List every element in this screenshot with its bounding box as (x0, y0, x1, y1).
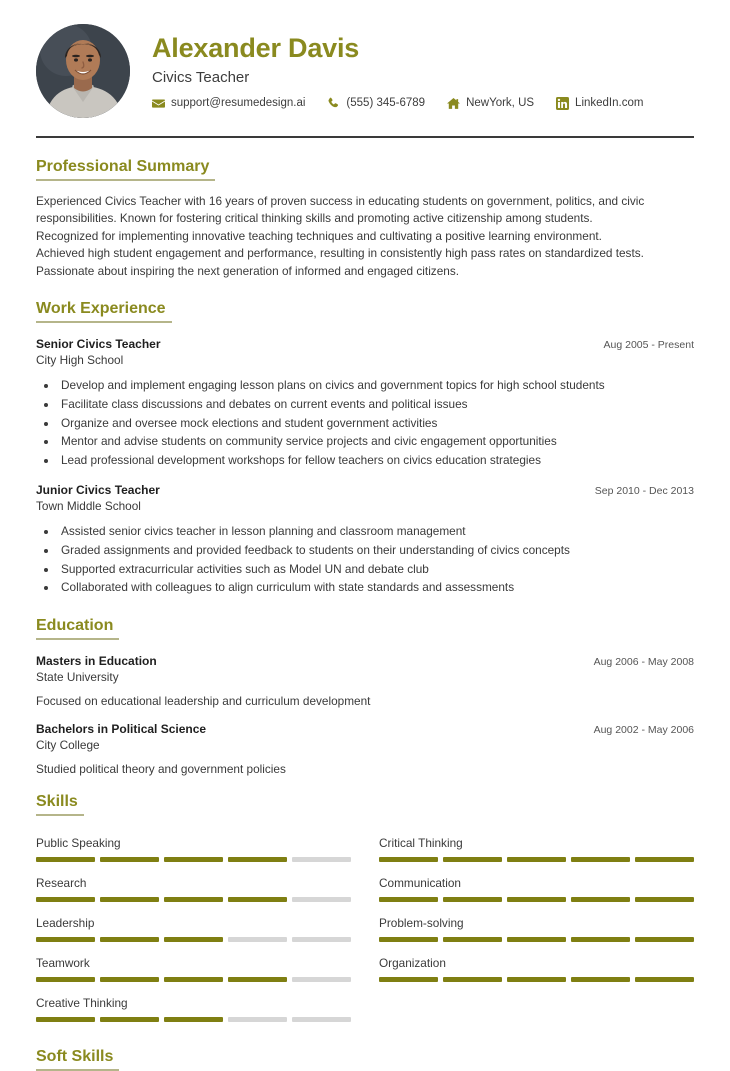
list-item: • Assisted senior civics teacher in lesson planning and classroom management (58, 522, 694, 541)
skill-level-segment (100, 897, 159, 902)
skill-level-segment (100, 977, 159, 982)
skill-label: Creative Thinking (36, 995, 128, 1010)
work-entry-head (36, 337, 694, 351)
skill-label: Leadership (36, 915, 95, 930)
section-education (36, 617, 694, 776)
skill-level-segment (571, 857, 630, 862)
skill-level-segment (571, 977, 630, 982)
education-entry-date: Aug 2006 - May 2008 (593, 655, 694, 668)
contact-linkedin[interactable] (556, 97, 643, 110)
work-entry-organization: Town Middle School (36, 499, 141, 514)
skill-level-segment (292, 857, 351, 862)
job-title: Civics Teacher (152, 68, 250, 86)
education-entry-note: Studied political theory and government policies (36, 761, 286, 776)
skill-level-segment (36, 1017, 95, 1022)
skill-level-segment (507, 857, 566, 862)
section-heading-soft-skills: Soft Skills (36, 1048, 119, 1071)
skill-label: Organization (379, 955, 446, 970)
resume-header (36, 0, 694, 128)
work-entry (36, 337, 694, 469)
list-item: • Lead professional development workshops for fellow teachers on civics education strategies (58, 451, 694, 470)
skill-item (379, 908, 694, 948)
skill-level-segment (100, 937, 159, 942)
skill-level-segment (36, 897, 95, 902)
skill-level-bar (379, 937, 694, 942)
skill-level-segment (292, 937, 351, 942)
skill-level-segment (292, 897, 351, 902)
skill-level-segment (292, 977, 351, 982)
contact-phone-text: (555) 345-6789 (346, 97, 426, 110)
skill-item (36, 988, 351, 1028)
page-title: Alexander Davis (152, 33, 360, 64)
contact-location[interactable] (447, 97, 534, 110)
skill-label: Critical Thinking (379, 835, 463, 850)
skill-level-segment (228, 857, 287, 862)
section-professional-summary (36, 158, 694, 280)
skill-item (379, 828, 694, 868)
skill-level-segment (507, 897, 566, 902)
skills-grid (36, 828, 694, 1028)
skill-level-bar (379, 857, 694, 862)
skill-level-segment (379, 857, 438, 862)
list-item: • Develop and implement engaging lesson plans on civics and government topics for high school students (58, 376, 694, 395)
skill-item (36, 948, 351, 988)
section-work-experience (36, 300, 694, 597)
linkedin-icon (556, 97, 569, 110)
skill-level-segment (379, 897, 438, 902)
skill-level-segment (507, 937, 566, 942)
skill-item (36, 908, 351, 948)
skill-level-segment (379, 977, 438, 982)
skill-level-segment (443, 937, 502, 942)
skill-level-segment (635, 857, 694, 862)
education-entry-degree: Bachelors in Political Science (36, 721, 207, 736)
skill-level-bar (379, 977, 694, 982)
education-entry-date: Aug 2002 - May 2006 (593, 723, 694, 736)
skill-level-bar (379, 897, 694, 902)
skill-level-segment (36, 977, 95, 982)
skill-level-segment (507, 977, 566, 982)
education-entry-institution: City College (36, 737, 100, 752)
skill-level-segment (164, 977, 223, 982)
skill-level-bar (36, 977, 351, 982)
list-item: • Mentor and advise students on community service projects and civic engagement opportunities (58, 432, 694, 451)
work-entry-head (36, 483, 694, 497)
summary-line: Passionate about inspiring the next generation of informed and engaged citizens. (36, 263, 460, 278)
avatar (36, 24, 130, 118)
section-heading-education: Education (36, 617, 119, 640)
work-entry-organization: City High School (36, 353, 124, 368)
list-item: • Organize and oversee mock elections and student government activities (58, 414, 694, 433)
skill-level-segment (635, 937, 694, 942)
skill-level-segment (100, 1017, 159, 1022)
contact-email[interactable] (152, 97, 305, 110)
list-item: • Collaborated with colleagues to align curriculum with state standards and assessments (58, 578, 694, 597)
section-heading-professional-summary: Professional Summary (36, 158, 215, 181)
skill-level-segment (443, 857, 502, 862)
skill-level-segment (164, 937, 223, 942)
list-item: • Facilitate class discussions and debates on current events and political issues (58, 395, 694, 414)
skill-level-bar (36, 937, 351, 942)
skill-level-segment (36, 857, 95, 862)
skill-level-bar (36, 857, 351, 862)
education-entry-institution: State University (36, 669, 119, 684)
skill-level-segment (571, 937, 630, 942)
skill-label: Teamwork (36, 955, 90, 970)
skill-level-segment (164, 857, 223, 862)
skill-level-segment (164, 897, 223, 902)
professional-summary-text (36, 193, 694, 280)
skill-label: Communication (379, 875, 461, 890)
education-entry-note: Focused on educational leadership and curriculum development (36, 693, 371, 708)
section-heading-skills: Skills (36, 793, 84, 816)
skill-item (36, 828, 351, 868)
skill-level-segment (228, 897, 287, 902)
skills-left-column (36, 828, 351, 1028)
contact-email-text: support@resumedesign.ai (171, 97, 306, 110)
work-entry (36, 483, 694, 597)
contact-linkedin-text: LinkedIn.com (575, 97, 644, 110)
skill-level-segment (635, 977, 694, 982)
home-icon (447, 97, 460, 110)
section-skills (36, 793, 694, 1028)
list-item: • Graded assignments and provided feedback to students on their understanding of civics concepts (58, 541, 694, 560)
education-entry-head (36, 654, 694, 668)
education-entry-head (36, 722, 694, 736)
education-entry (36, 722, 694, 776)
work-entry-bullets (36, 376, 694, 469)
skill-level-segment (164, 1017, 223, 1022)
skills-right-column (379, 828, 694, 1028)
summary-line: Recognized for implementing innovative teaching techniques and cultivating a positive learning environment. (36, 228, 602, 243)
skill-level-segment (443, 977, 502, 982)
contact-row (152, 97, 694, 110)
summary-line: Achieved high student engagement and performance, resulting in consistently high pass rates on standardized tests. (36, 246, 644, 261)
work-entry-role: Junior Civics Teacher (36, 483, 160, 498)
skill-item (36, 868, 351, 908)
skill-level-segment (228, 977, 287, 982)
section-soft-skills (36, 1048, 694, 1071)
skill-label: Problem-solving (379, 915, 464, 930)
skill-level-segment (100, 857, 159, 862)
summary-line: Experienced Civics Teacher with 16 years of proven success in educating students on government, politics, and civic responsibilities. Known for fostering critical thinking skills and promoting active citizenship among students. (36, 194, 645, 226)
skill-level-segment (228, 1017, 287, 1022)
skill-level-segment (635, 897, 694, 902)
list-item: • Supported extracurricular activities such as Model UN and debate club (58, 560, 694, 579)
education-entry (36, 654, 694, 708)
skill-level-segment (36, 937, 95, 942)
work-entry-bullets (36, 522, 694, 597)
work-entry-date: Aug 2005 - Present (603, 339, 694, 352)
skill-item (379, 868, 694, 908)
skill-level-bar (36, 897, 351, 902)
envelope-icon (152, 97, 165, 110)
skill-label: Research (36, 875, 87, 890)
section-heading-work-experience: Work Experience (36, 300, 172, 323)
skill-level-segment (379, 937, 438, 942)
skill-level-bar (36, 1017, 351, 1022)
skill-level-segment (571, 897, 630, 902)
skill-level-segment (292, 1017, 351, 1022)
work-entry-role: Senior Civics Teacher (36, 337, 161, 352)
skill-item (379, 948, 694, 988)
contact-location-text: NewYork, US (466, 97, 535, 110)
phone-icon (327, 97, 340, 110)
skill-label: Public Speaking (36, 835, 121, 850)
header-divider (36, 136, 694, 138)
education-entry-degree: Masters in Education (36, 653, 157, 668)
skill-level-segment (228, 937, 287, 942)
contact-phone[interactable] (327, 97, 425, 110)
header-text-block (152, 32, 694, 110)
work-entry-date: Sep 2010 - Dec 2013 (594, 485, 694, 498)
skill-level-segment (443, 897, 502, 902)
